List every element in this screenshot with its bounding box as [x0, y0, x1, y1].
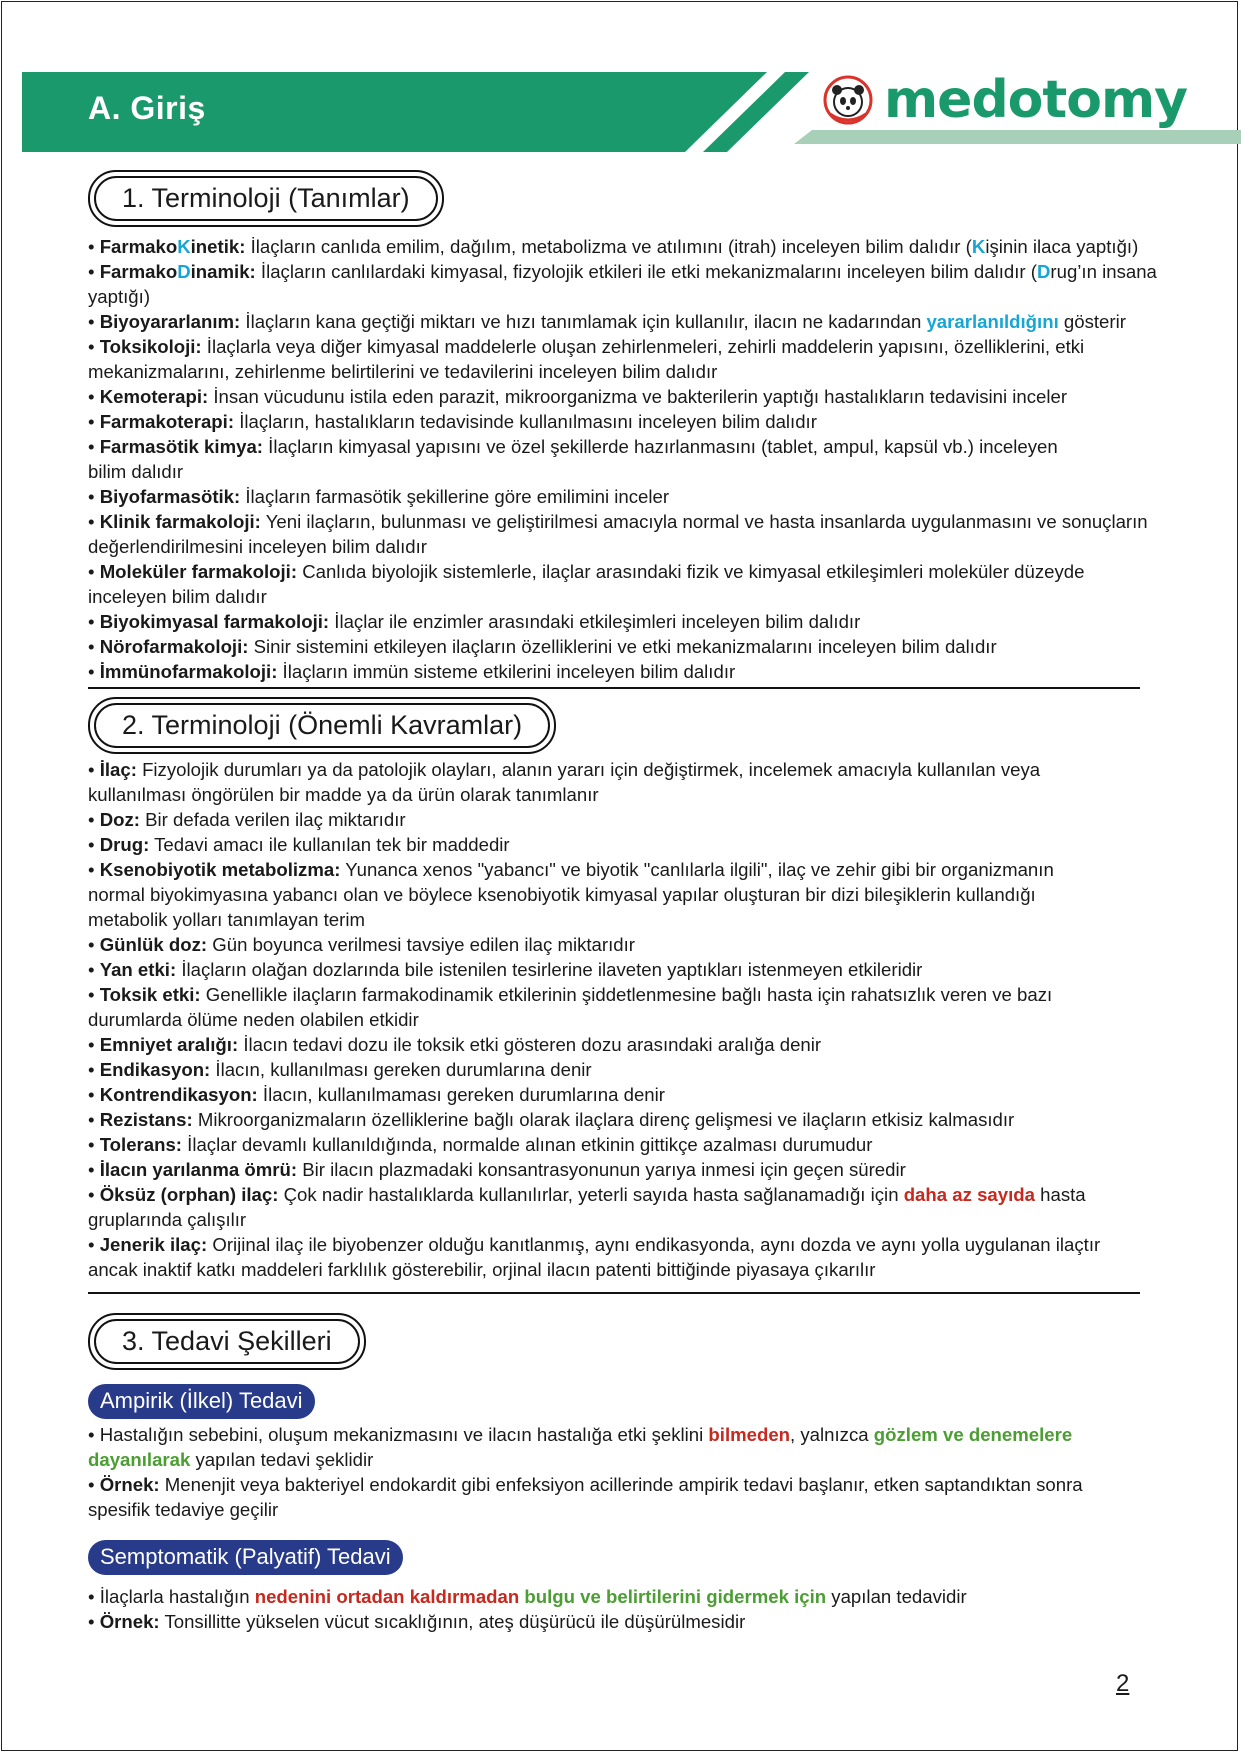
list-item: • İlacın yarılanma ömrü: Bir ilacın plazmadaki konsantrasyonunun yarıya inmesi için geçen süredir — [88, 1159, 906, 1180]
panda-logo-icon — [822, 74, 874, 126]
medotomy-logo — [822, 70, 1188, 130]
list-item: • Farmakoterapi: İlaçların, hastalıkların tedavisinde kullanılmasını inceleyen bilim dalıdır — [88, 411, 817, 432]
list-item: • Tolerans: İlaçlar devamlı kullanıldığında, normalde alınan etkinin gittikçe azalması durumudur — [88, 1134, 873, 1155]
page-header-title: A. Giriş — [88, 90, 206, 126]
page-number: 2 — [1116, 1670, 1130, 1697]
list-item: • Biyokimyasal farmakoloji: İlaçlar ile enzimler arasındaki etkileşimleri inceleyen bilim dalıdır — [88, 611, 861, 632]
list-item: • Moleküler farmakoloji: Canlıda biyolojik sistemlerle, ilaçlar arasındaki fizik ve kimyasal etkileşimleri moleküler düzeyde inceleyen bilim dalıdır — [88, 561, 1085, 607]
list-item: • İmmünofarmakoloji: İlaçların immün sisteme etkilerini inceleyen bilim dalıdır — [88, 661, 736, 682]
list-item: • Toksik etki: Genellikle ilaçların farmakodinamik etkilerinin şiddetlenmesine bağlı hasta için rahatsızlık veren ve bazı durumlarda ölüme neden olabilen etkidir — [88, 984, 1053, 1030]
list-item: • Emniyet aralığı: İlacın tedavi dozu ile toksik etki gösteren dozu arasındaki aralığa denir — [88, 1034, 822, 1055]
section-divider — [88, 687, 1140, 689]
list-item: • FarmakoDinamik: İlaçların canlılardaki kimyasal, fizyolojik etkileri ile etki mekanizmalarını inceleyen bilim dalıdır (Drug’ın insana yaptığı) — [88, 261, 1157, 307]
subheading-symptomatic-treatment: Semptomatik (Palyatif) Tedavi — [88, 1540, 403, 1575]
list-item: • Kontrendikasyon: İlacın, kullanılmaması gereken durumlarına denir — [88, 1084, 665, 1105]
list-item: • Örnek: Menenjit veya bakteriyel endokardit gibi enfeksiyon acillerinde ampirik tedavi başlanır, etken saptandıktan sonra spesifik tedaviye geçilir — [88, 1474, 1083, 1520]
list-item: • Drug: Tedavi amacı ile kullanılan tek bir maddedir — [88, 834, 510, 855]
list-item: • Günlük doz: Gün boyunca verilmesi tavsiye edilen ilaç miktarıdır — [88, 934, 635, 955]
list-item: • Doz: Bir defada verilen ilaç miktarıdır — [88, 809, 406, 830]
list-item: • Nörofarmakoloji: Sinir sistemini etkileyen ilaçların özelliklerini ve etki mekanizmalarını inceleyen bilim dalıdır — [88, 636, 997, 657]
list-item: • Ksenobiyotik metabolizma: Yunanca xenos "yabancı" ve biyotik "canlılarla ilgili", ilaç ve zehir gibi bir organizmanın normal biyokimyasına yabancı olan ve böylece ksenobiyotik kimyasal yapılar oluşturan bir dizi bileşiklerin kullandığı metabolik yolları tanımlayan terim — [88, 859, 1054, 930]
list-item: • İlaçlarla hastalığın nedenini ortadan kaldırmadan bulgu ve belirtilerini gidermek için yapılan tedavidir — [88, 1586, 967, 1607]
list-item: • Öksüz (orphan) ilaç: Çok nadir hastalıklarda kullanılırlar, yeterli sayıda hasta sağlanamadığı için daha az sayıda hasta gruplarında çalışılır — [88, 1184, 1086, 1230]
list-item: • Kemoterapi: İnsan vücudunu istila eden parazit, mikroorganizma ve bakterilerin yaptığı hastalıkların tedavisini inceler — [88, 386, 1068, 407]
subheading-empirical-treatment: Ampirik (İlkel) Tedavi — [88, 1384, 315, 1419]
concepts-list — [88, 757, 1140, 1282]
list-item: • Biyoyararlanım: İlaçların kana geçtiği miktarı ve hızı tanımlamak için kullanılır, ilacın ne kadarından yararlanıldığını gösterir — [88, 311, 1126, 332]
definitions-list — [88, 234, 1198, 684]
list-item: • FarmakoKinetik: İlaçların canlıda emilim, dağılım, metabolizma ve atılımını (itrah) inceleyen bilim dalıdır (Kişinin ilaca yaptığı) — [88, 236, 1139, 257]
list-item: • Örnek: Tonsillitte yükselen vücut sıcaklığının, ateş düşürücü ile düşürülmesidir — [88, 1611, 746, 1632]
symptomatic-treatment-text — [88, 1584, 1140, 1634]
list-item: • Biyofarmasötik: İlaçların farmasötik şekillerine göre emilimini inceler — [88, 486, 670, 507]
list-item: • Hastalığın sebebini, oluşum mekanizmasını ve ilacın hastalığa etki şeklini bilmeden, yalnızca gözlem ve denemelere dayanılarak yapılan tedavi şeklidir — [88, 1424, 1073, 1470]
section-title-important-concepts: 2. Terminoloji (Önemli Kavramlar) — [88, 697, 556, 754]
list-item: • Toksikoloji: İlaçlarla veya diğer kimyasal maddelerle oluşan zehirlenmeleri, zehirli maddelerin yapısını, özelliklerini, etki mekanizmalarını, zehirlenme belirtilerini ve tedavilerini inceleyen bilim dalıdır — [88, 336, 1085, 382]
list-item: • İlaç: Fizyolojik durumları ya da patolojik olayları, alanın yararı için değiştirmek, incelemek amacıyla kullanılan veya kullanılması öngörülen bir madde ya da ürün olarak tanımlanır — [88, 759, 1041, 805]
logo-wordmark: medotomy — [884, 70, 1188, 130]
list-item: • Endikasyon: İlacın, kullanılması gereken durumlarına denir — [88, 1059, 592, 1080]
list-item: • Jenerik ilaç: Orijinal ilaç ile biyobenzer olduğu kanıtlanmış, aynı endikasyonda, aynı dozda ve aynı yolla uygulanan ilaçtır ancak inaktif katkı maddeleri farklılık gösterebilir, orjinal ilacın patenti bittiğinde piyasaya çıkarılır — [88, 1234, 1101, 1280]
section-divider — [88, 1292, 1140, 1294]
empirical-treatment-text — [88, 1422, 1140, 1522]
section-title-terminology-definitions: 1. Terminoloji (Tanımlar) — [88, 170, 444, 227]
section-title-treatment-types: 3. Tedavi Şekilleri — [88, 1313, 366, 1370]
list-item: • Rezistans: Mikroorganizmaların özelliklerine bağlı olarak ilaçlara direnç gelişmesi ve ilaçların etkisiz kalmasıdır — [88, 1109, 1015, 1130]
list-item: • Farmasötik kimya: İlaçların kimyasal yapısını ve özel şekillerde hazırlanmasını (tablet, ampul, kapsül vb.) inceleyen bilim dalıdır — [88, 436, 1058, 482]
list-item: • Yan etki: İlaçların olağan dozlarında bile istenilen tesirlerine ilaveten yaptıkları istenmeyen etkileridir — [88, 959, 923, 980]
list-item: • Klinik farmakoloji: Yeni ilaçların, bulunması ve geliştirilmesi amacıyla normal ve hasta insanlarda uygulanmasını ve sonuçların değerlendirilmesini inceleyen bilim dalıdır — [88, 511, 1148, 557]
